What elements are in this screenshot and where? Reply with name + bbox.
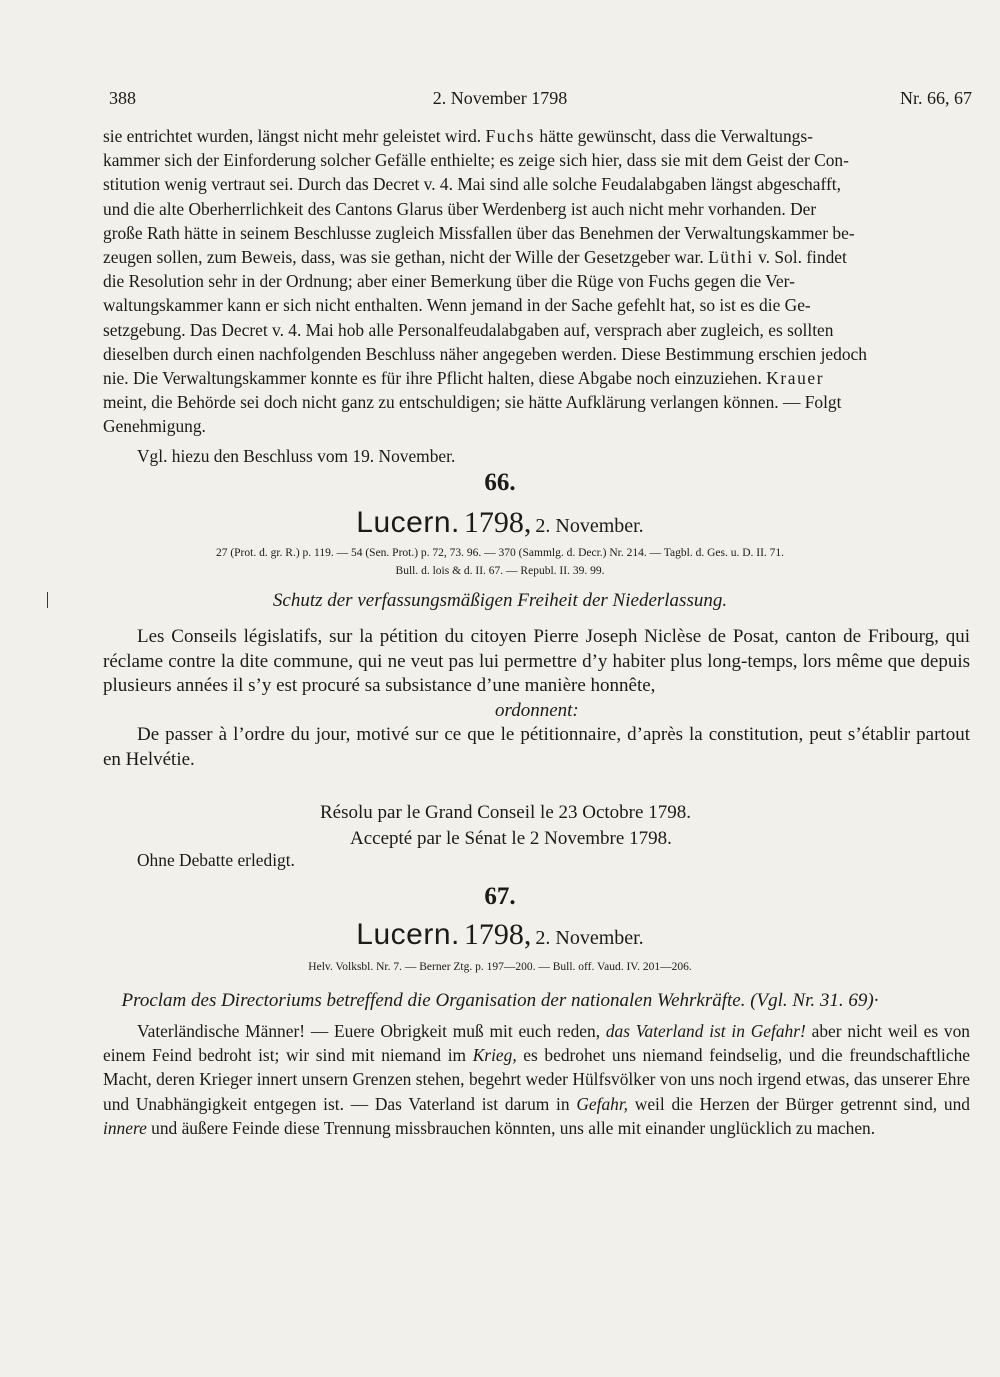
place-name: Lucern. xyxy=(356,506,460,539)
place-date-heading-66 xyxy=(0,506,1000,540)
document-title-66: Schutz der verfassungsmäßigen Freiheit der Niederlassung. xyxy=(272,590,728,611)
margin-mark xyxy=(47,592,48,608)
resolution-line: Résolu par le Grand Conseil le 23 Octobre 1798. xyxy=(320,802,691,823)
text-line: zeugen sollen, zum Beweis, dass, was sie gethan, nicht der Wille der Gesetzgeber war. xyxy=(103,247,704,268)
paragraph: De passer à l’ordre du jour, motivé sur ce que le pétitionnaire, d’après la constitution, peut s’établir partout en Helvétie. xyxy=(103,724,970,770)
place-date-heading-67 xyxy=(0,918,1000,952)
document-title-67: Proclam des Directoriums betreffend die Organisation der nationalen Wehrkräfte. (Vgl. Nr. 31. 69)· xyxy=(121,990,879,1011)
speaker-name: Fuchs xyxy=(485,126,536,146)
text-line: meint, die Behörde sei doch nicht ganz zu entschuldigen; sie hätte Aufklärung verlangen können. — Folgt xyxy=(103,392,842,413)
reference-line: Bull. d. lois & d. II. 67. — Republ. II. 39. 99. xyxy=(395,565,605,577)
page-number: 388 xyxy=(109,88,136,108)
source-references-67: Helv. Volksbl. Nr. 7. — Berner Ztg. p. 197—200. — Bull. off. Vaud. IV. 201—206. xyxy=(308,961,692,973)
text-line: und die alte Oberherrlichkeit des Cantons Glarus über Werdenberg ist auch nicht mehr vorhanden. Der xyxy=(103,198,817,219)
text-line: Genehmigung. xyxy=(103,416,206,437)
ordonnent-label: ordonnent: xyxy=(495,699,579,721)
cross-reference: Vgl. hiezu den Beschluss vom 19. November. xyxy=(137,445,456,466)
acceptance-line: Accepté par le Sénat le 2 Novembre 1798. xyxy=(350,828,672,849)
text-line: hätte gewünscht, dass die Verwaltungs- xyxy=(539,126,813,146)
emphasis: Krieg, xyxy=(472,1045,517,1066)
emphasis: innere xyxy=(103,1117,147,1138)
date: 2. November. xyxy=(535,515,644,537)
text-line: v. Sol. findet xyxy=(758,247,847,268)
text-line: kammer sich der Einforderung solcher Gefälle enthielte; es zeige sich hier, dass sie mit dem Geist der Con- xyxy=(103,150,849,171)
text-line: sie entrichtet wurden, längst nicht mehr geleistet wird. xyxy=(103,126,482,146)
document-body-67 xyxy=(103,1019,970,1140)
text-line: stitution wenig vertraut sei. Durch das Decret v. 4. Mai sind alle solche Feudalabgaben längst abgeschafft, xyxy=(103,174,841,195)
place-name: Lucern. xyxy=(356,918,460,951)
document-numbers: Nr. 66, 67 xyxy=(900,88,972,108)
running-date: 2. November 1798 xyxy=(432,88,568,108)
emphasis: das Vaterland ist in Gefahr! xyxy=(605,1021,806,1041)
text-line: waltungskammer kann er sich nicht enthalten. Wenn jemand in der Sache gefehlt hat, so ist es die Ge- xyxy=(103,295,811,316)
reference-line: 27 (Prot. d. gr. R.) p. 119. — 54 (Sen. Prot.) p. 72, 73. 96. — 370 (Sammlg. d. Decr.) Nr. 214. — Tagbl. d. Ges. u. D. II. 71. xyxy=(215,547,785,559)
text-line: große Rath hätte in seinem Beschlusse zugleich Missfallen über das Benehmen der Verwaltungskammer be- xyxy=(103,222,855,243)
text-line: setzgebung. Das Decret v. 4. Mai hob alle Personalfeudalabgaben auf, versprach aber zugleich, es sollten xyxy=(103,319,834,340)
emphasis: Gefahr, xyxy=(576,1093,629,1114)
document-body-66 xyxy=(103,625,970,773)
year: 1798, xyxy=(463,918,532,951)
source-references-66 xyxy=(0,544,1000,580)
text-run: es bedrohet uns niemand feindselig, und die freundschaftliche Macht, deren Krieger innert unsern Grenzen stehen, begehrt weder Hülfsvölker von uns noch irgend etwas, das unserer Ehre und Unabhängigkeit entgegen ist. — Das Vaterland ist darum in xyxy=(103,1045,970,1114)
document-number-67: 67. xyxy=(484,883,516,910)
continued-minutes xyxy=(103,124,970,468)
text-run: und äußere Feinde diese Trennung missbrauchen könnten, uns alle mit einander unglücklich zu machen. xyxy=(151,1117,876,1138)
document-number-66: 66. xyxy=(484,469,516,496)
text-run: aber nicht weil es von einem Feind bedroht ist; wir sind mit niemand im xyxy=(103,1021,970,1066)
year: 1798, xyxy=(463,506,532,539)
text-line: dieselben durch einen nachfolgenden Beschluss näher angegeben werden. Diese Bestimmung erschien jedoch xyxy=(103,343,867,364)
text-run: Vaterländische Männer! — Euere Obrigkeit muß mit euch reden, xyxy=(137,1021,601,1041)
date: 2. November. xyxy=(535,927,644,949)
speaker-name: Krauer xyxy=(766,368,825,389)
text-line: die Resolution sehr in der Ordnung; aber einer Bemerkung über die Rüge von Fuchs gegen die Ver- xyxy=(103,271,795,292)
debate-note: Ohne Debatte erledigt. xyxy=(137,850,295,870)
text-line: nie. Die Verwaltungskammer konnte es für ihre Pflicht halten, diese Abgabe noch einzuziehen. xyxy=(103,368,762,389)
speaker-name: Lüthi xyxy=(708,247,754,268)
text-run: weil die Herzen der Bürger getrennt sind, und xyxy=(634,1093,970,1114)
paragraph: Les Conseils législatifs, sur la pétition du citoyen Pierre Joseph Niclèse de Posat, canton de Fribourg, qui réclame contre la dite commune, qui ne veut pas lui permettre d’y habiter plus long-temps, lors même que depuis plusieurs années il s’y est procuré sa subsistance d’une manière honnête, xyxy=(103,626,970,697)
